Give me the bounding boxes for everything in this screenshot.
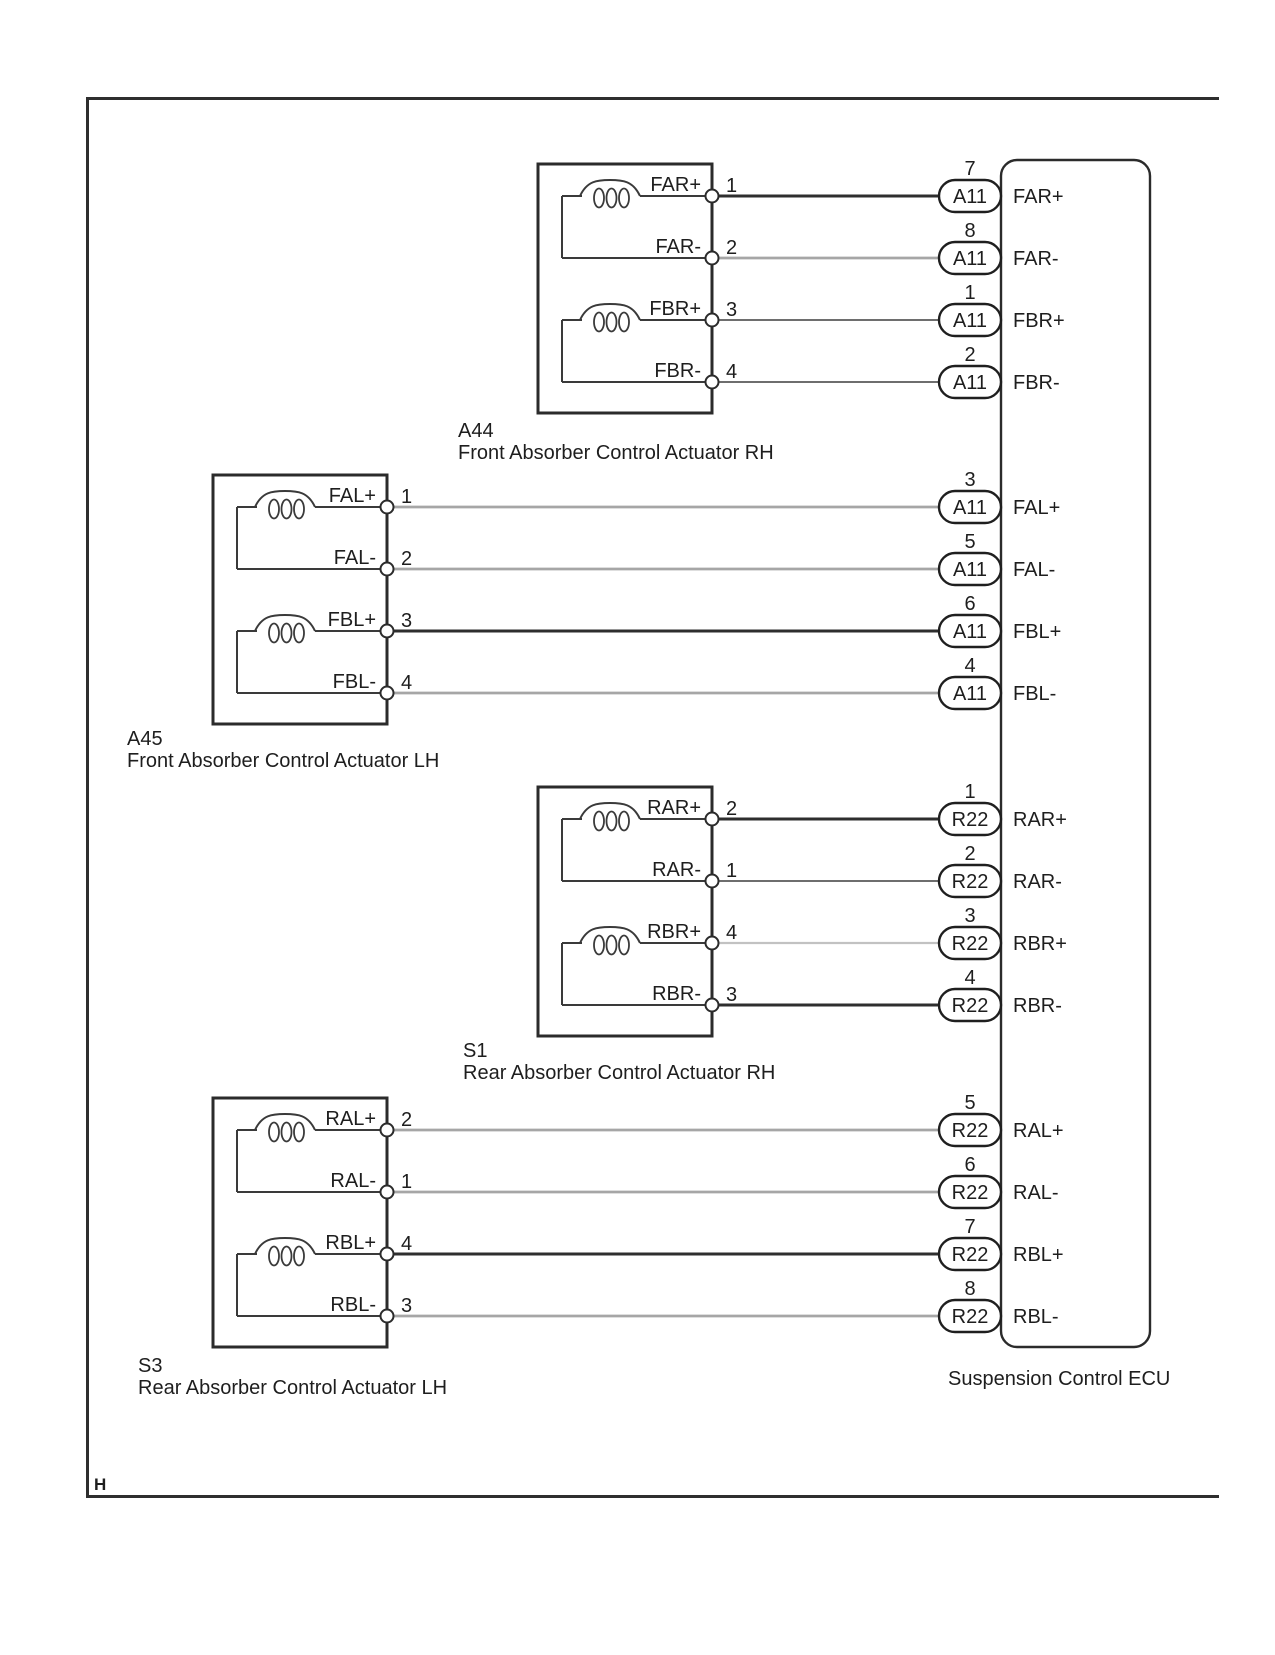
ecu-signal-label: FAR-	[1013, 248, 1059, 270]
ecu-pin-number: 2	[964, 344, 976, 366]
connector-code-label: A11	[952, 559, 988, 581]
coil-loop	[269, 1247, 279, 1266]
actuator-pin-number: 4	[401, 1233, 413, 1255]
ecu-signal-label: RAL+	[1013, 1120, 1064, 1142]
ecu-signal-label: RBR-	[1013, 995, 1062, 1017]
coil-loop	[294, 1247, 304, 1266]
actuator-pin-terminal	[381, 1124, 394, 1137]
actuator-signal-label: RBR+	[647, 921, 701, 943]
ecu-pin-number: 6	[964, 593, 976, 615]
actuator-signal-label: FBL-	[332, 671, 376, 693]
actuator-pin-terminal	[706, 252, 719, 265]
actuator-pin-number: 3	[726, 984, 738, 1006]
connector-code-label: R22	[951, 1244, 989, 1266]
actuator-signal-label: RAR-	[652, 859, 701, 881]
ecu-pin-number: 1	[964, 282, 976, 304]
coil-loop	[294, 1123, 304, 1142]
actuator-group-S1	[463, 781, 1067, 1084]
ecu-signal-label: FAR+	[1013, 186, 1064, 208]
connector-code-label: A11	[952, 248, 988, 270]
actuator-pin-number: 2	[726, 798, 738, 820]
ecu-signal-label: FBL-	[1013, 683, 1057, 705]
coil-loop	[269, 500, 279, 519]
groups-layer	[127, 158, 1067, 1399]
actuator-pin-terminal	[381, 501, 394, 514]
actuator-signal-label: FBR+	[649, 298, 701, 320]
connector-code-label: A11	[952, 186, 988, 208]
coil-loop	[594, 313, 604, 332]
actuator-pin-number: 1	[401, 486, 413, 508]
ecu-signal-label: RAR+	[1013, 809, 1067, 831]
ecu-signal-label: FBL+	[1013, 621, 1062, 643]
actuator-pin-terminal	[381, 687, 394, 700]
actuator-pin-number: 2	[401, 548, 413, 570]
ecu-signal-label: FAL-	[1013, 559, 1056, 581]
actuator-signal-label: RBR-	[652, 983, 701, 1005]
ecu-signal-label: FBR-	[1013, 372, 1060, 394]
component-id-label: A44	[458, 420, 494, 442]
ecu-pin-number: 8	[964, 1278, 976, 1300]
actuator-pin-terminal	[381, 563, 394, 576]
actuator-pin-number: 4	[401, 672, 413, 694]
actuator-pin-terminal	[706, 875, 719, 888]
actuator-signal-label: FAL+	[328, 485, 376, 507]
coil-loop	[269, 1123, 279, 1142]
actuator-signal-label: RBL+	[325, 1232, 376, 1254]
ecu-pin-number: 1	[964, 781, 976, 803]
actuator-pin-number: 1	[726, 175, 738, 197]
coil-loop	[269, 624, 279, 643]
ecu-label: Suspension Control ECU	[948, 1368, 1171, 1390]
connector-code-label: A11	[952, 372, 988, 394]
coil-loop	[594, 936, 604, 955]
coil-loop	[619, 936, 629, 955]
coil-loop	[294, 624, 304, 643]
actuator-signal-label: RBL-	[330, 1294, 376, 1316]
component-id-label: S1	[463, 1040, 488, 1062]
coil-loop	[282, 1247, 292, 1266]
actuator-pin-terminal	[706, 376, 719, 389]
actuator-signal-label: RAR+	[647, 797, 701, 819]
actuator-pin-terminal	[706, 190, 719, 203]
connector-code-label: R22	[951, 809, 989, 831]
component-description-label: Front Absorber Control Actuator RH	[458, 442, 774, 464]
connector-code-label: A11	[952, 683, 988, 705]
actuator-signal-label: RAL-	[330, 1170, 376, 1192]
actuator-pin-number: 3	[401, 610, 413, 632]
actuator-pin-terminal	[381, 625, 394, 638]
coil-loop	[594, 812, 604, 831]
component-id-label: S3	[138, 1355, 163, 1377]
coil-loop	[282, 624, 292, 643]
ecu-pin-number: 6	[964, 1154, 976, 1176]
ecu-signal-label: RBL+	[1013, 1244, 1064, 1266]
actuator-pin-terminal	[381, 1310, 394, 1323]
coil-loop	[607, 812, 617, 831]
connector-code-label: R22	[951, 995, 989, 1017]
connector-code-label: R22	[951, 1120, 989, 1142]
coil-loop	[282, 500, 292, 519]
ecu-signal-label: RBL-	[1013, 1306, 1059, 1328]
coil-loop	[619, 189, 629, 208]
actuator-group-A45	[127, 469, 1061, 772]
actuator-pin-number: 2	[401, 1109, 413, 1131]
connector-code-label: R22	[951, 1182, 989, 1204]
actuator-signal-label: FAL-	[333, 547, 376, 569]
coil-loop	[294, 500, 304, 519]
coil-loop	[594, 189, 604, 208]
connector-code-label: A11	[952, 310, 988, 332]
ecu-pin-number: 3	[964, 469, 976, 491]
actuator-pin-terminal	[706, 999, 719, 1012]
actuator-pin-number: 4	[726, 361, 738, 383]
ecu-signal-label: RAR-	[1013, 871, 1062, 893]
ecu-pin-number: 3	[964, 905, 976, 927]
actuator-group-A44	[458, 158, 1065, 464]
component-id-label: A45	[127, 728, 163, 750]
ecu-pin-number: 5	[964, 1092, 976, 1114]
actuator-pin-number: 1	[401, 1171, 413, 1193]
ecu-pin-number: 4	[964, 967, 976, 989]
actuator-signal-label: RAL+	[325, 1108, 376, 1130]
actuator-pin-terminal	[381, 1186, 394, 1199]
actuator-pin-terminal	[381, 1248, 394, 1261]
ecu-pin-number: 5	[964, 531, 976, 553]
ecu-pin-number: 4	[964, 655, 976, 677]
connector-code-label: R22	[951, 871, 989, 893]
actuator-pin-terminal	[706, 314, 719, 327]
coil-loop	[607, 189, 617, 208]
ecu-pin-number: 7	[964, 158, 976, 180]
actuator-signal-label: FAR+	[650, 174, 701, 196]
ecu-pin-number: 7	[964, 1216, 976, 1238]
component-description-label: Front Absorber Control Actuator LH	[127, 750, 440, 772]
connector-code-label: R22	[951, 1306, 989, 1328]
connector-code-label: A11	[952, 621, 988, 643]
ecu-pin-number: 8	[964, 220, 976, 242]
ecu-signal-label: RAL-	[1013, 1182, 1059, 1204]
coil-loop	[282, 1123, 292, 1142]
coil-loop	[619, 313, 629, 332]
coil-loop	[607, 313, 617, 332]
suspension-control-ecu-box	[1001, 160, 1150, 1347]
actuator-signal-label: FAR-	[655, 236, 701, 258]
connector-code-label: R22	[951, 933, 989, 955]
ecu-pin-number: 2	[964, 843, 976, 865]
actuator-group-S3	[138, 1092, 1064, 1399]
connector-code-label: A11	[952, 497, 988, 519]
actuator-pin-number: 3	[401, 1295, 413, 1317]
ecu-signal-label: RBR+	[1013, 933, 1067, 955]
ecu-signal-label: FBR+	[1013, 310, 1065, 332]
coil-loop	[607, 936, 617, 955]
actuator-pin-number: 4	[726, 922, 738, 944]
actuator-pin-number: 1	[726, 860, 738, 882]
page-marker: H	[94, 1475, 107, 1494]
ecu-signal-label: FAL+	[1013, 497, 1061, 519]
component-description-label: Rear Absorber Control Actuator LH	[138, 1377, 448, 1399]
actuator-signal-label: FBL+	[327, 609, 376, 631]
actuator-pin-number: 2	[726, 237, 738, 259]
coil-loop	[619, 812, 629, 831]
actuator-pin-terminal	[706, 937, 719, 950]
actuator-signal-label: FBR-	[654, 360, 701, 382]
component-description-label: Rear Absorber Control Actuator RH	[463, 1062, 776, 1084]
actuator-pin-terminal	[706, 813, 719, 826]
actuator-pin-number: 3	[726, 299, 738, 321]
